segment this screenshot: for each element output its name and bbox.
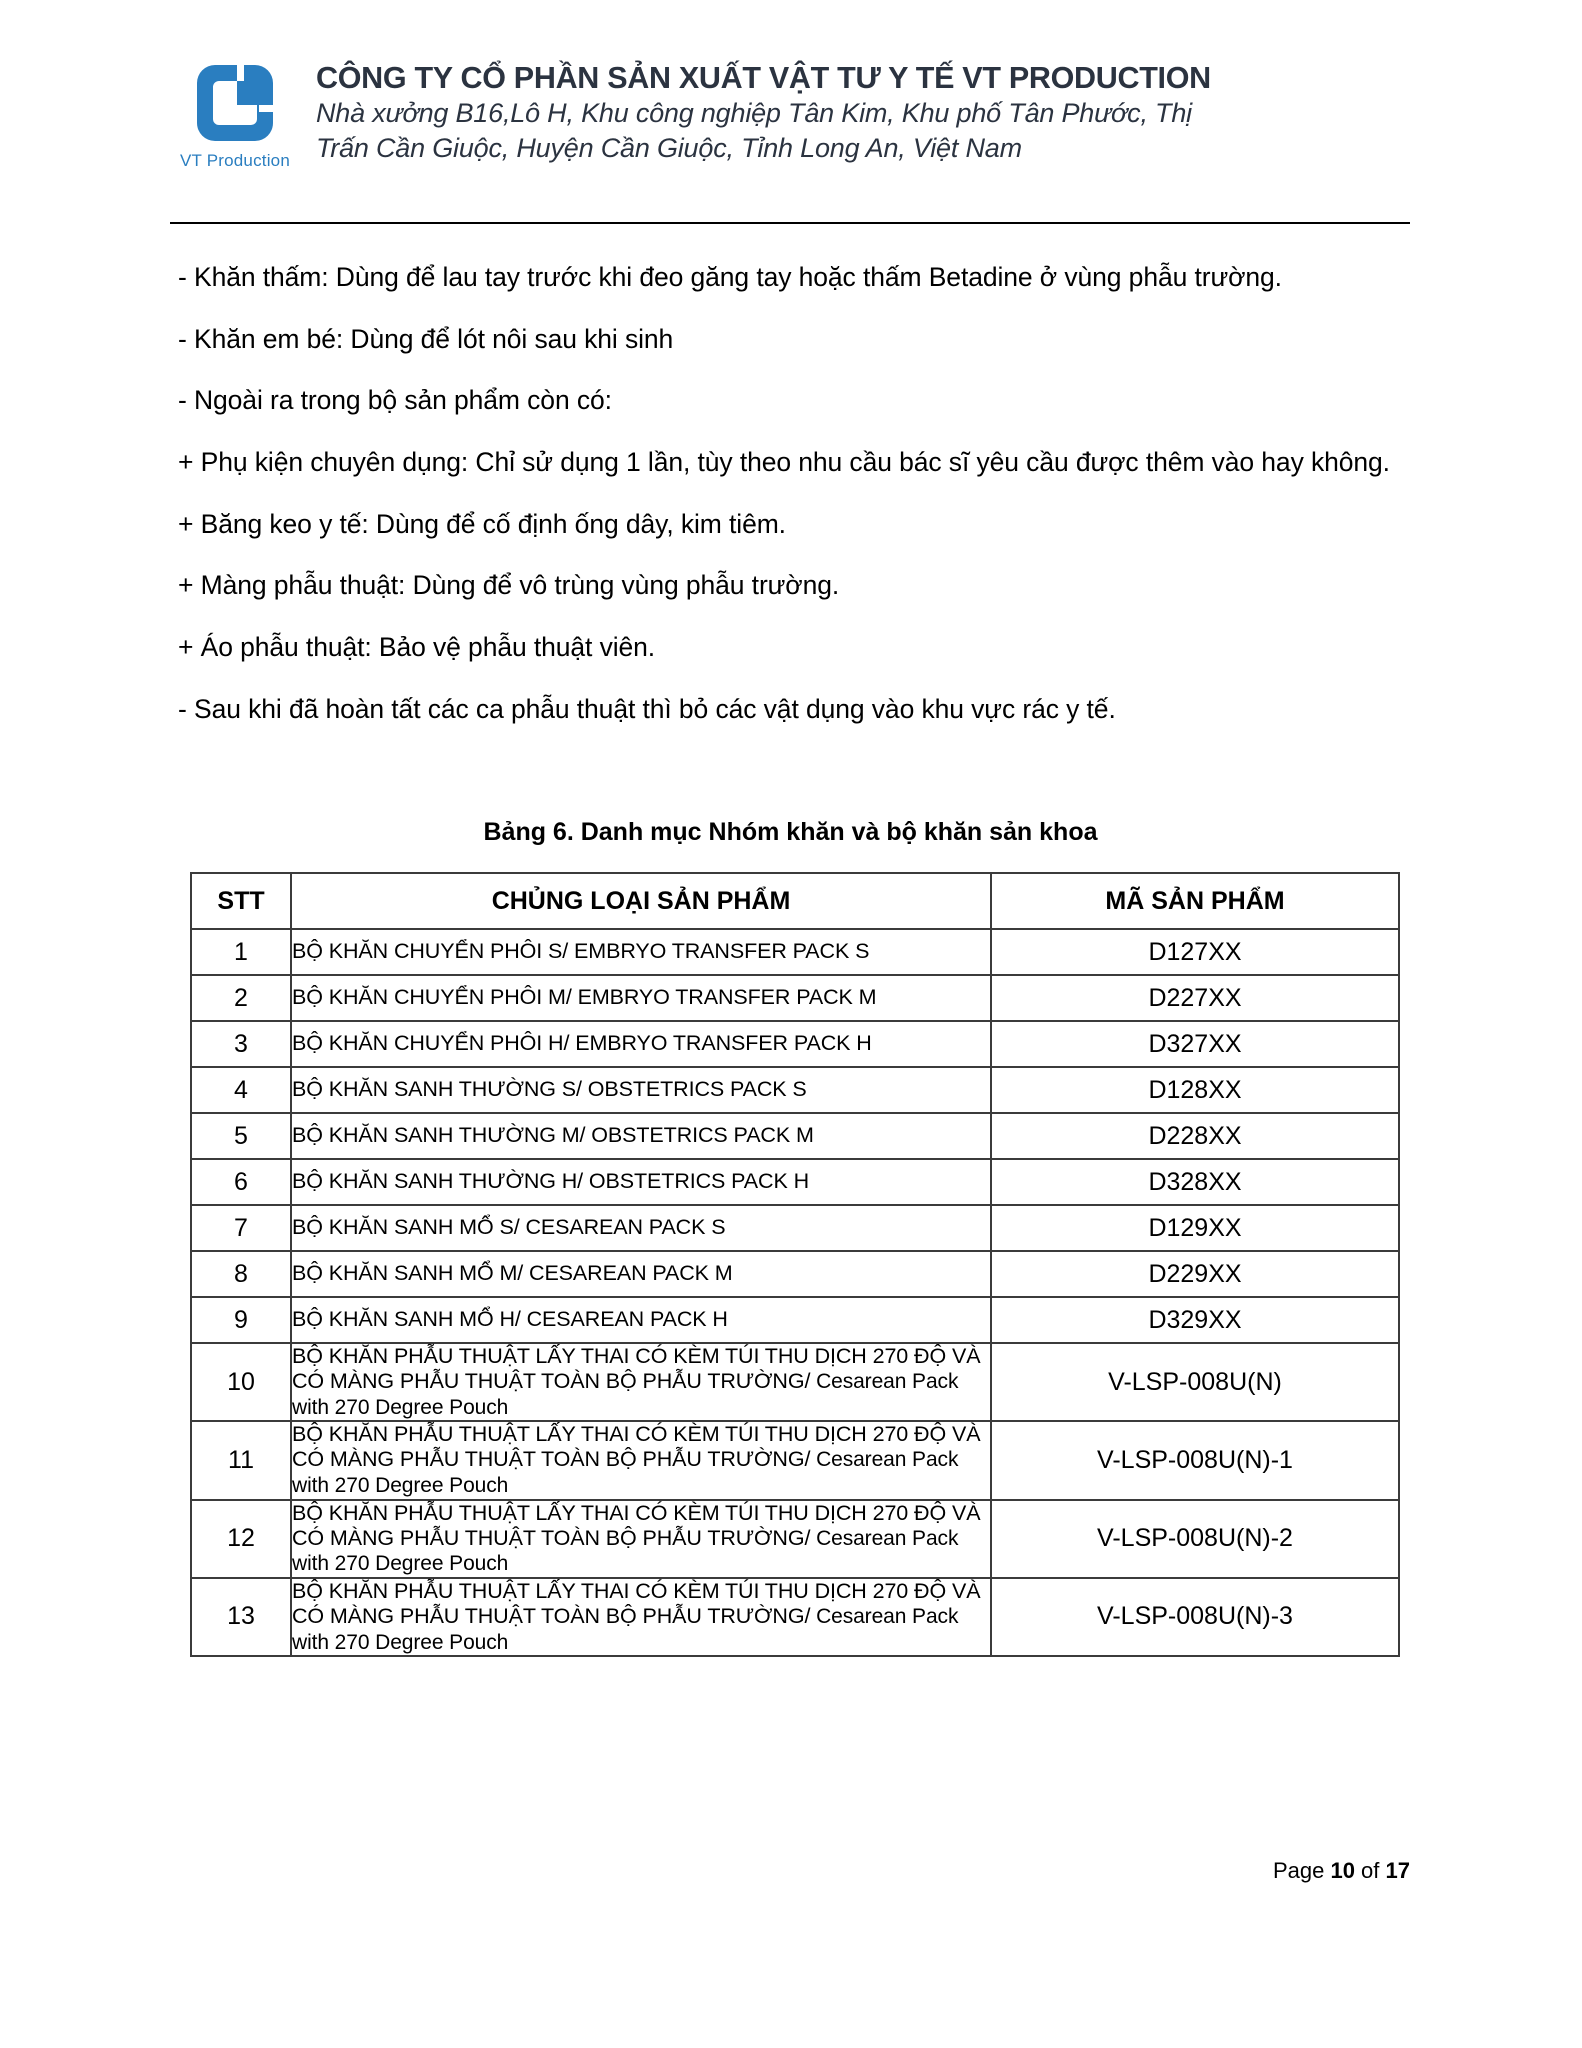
cell-product-type: BỘ KHĂN CHUYỂN PHÔI M/ EMBRYO TRANSFER PACK M [291, 975, 991, 1021]
cell-product-type: BỘ KHĂN SANH MỔ H/ CESAREAN PACK H [291, 1297, 991, 1343]
paragraph: - Khăn em bé: Dùng để lót nôi sau khi sinh [178, 323, 674, 354]
cell-product-type-english: Cesarean Pack with 270 Degree Pouch [292, 1604, 959, 1654]
header-divider [170, 222, 1410, 224]
body-content [178, 258, 1403, 752]
footer-page-prefix: Page [1272, 1858, 1331, 1883]
cell-stt: 12 [191, 1500, 291, 1578]
cell-product-type: BỘ KHĂN PHẪU THUẬT LẤY THAI CÓ KÈM TÚI THU DỊCH 270 ĐỘ VÀ CÓ MÀNG PHẪU THUẬT TOÀN BỘ PHẪU TRƯỜNG/ Cesarean Pack with 270 Degree Pouch [291, 1500, 991, 1578]
cell-stt: 9 [191, 1297, 291, 1343]
cell-product-type: BỘ KHĂN SANH MỔ M/ CESAREAN PACK M [291, 1251, 991, 1297]
table-row [191, 1159, 1399, 1205]
document-header [170, 55, 1410, 171]
cell-product-code: D128XX [991, 1067, 1399, 1113]
cell-product-type: BỘ KHĂN SANH MỔ S/ CESAREAN PACK S [291, 1205, 991, 1251]
paragraph: - Sau khi đã hoàn tất các ca phẫu thuật thì bỏ các vật dụng vào khu vực rác y tế. [178, 693, 1116, 724]
cell-stt: 8 [191, 1251, 291, 1297]
paragraph: - Ngoài ra trong bộ sản phẩm còn có: [178, 385, 612, 416]
table-row [191, 1343, 1399, 1421]
column-header-stt: STT [191, 873, 291, 929]
table-body [191, 929, 1399, 1656]
paragraph: + Phụ kiện chuyên dụng: Chỉ sử dụng 1 lần, tùy theo nhu cầu bác sĩ yêu cầu được thêm vào hay không. [178, 447, 1390, 478]
cell-product-code: D327XX [991, 1021, 1399, 1067]
header-text-block [300, 55, 1410, 165]
cell-stt: 4 [191, 1067, 291, 1113]
cell-product-type: BỘ KHĂN PHẪU THUẬT LẤY THAI CÓ KÈM TÚI THU DỊCH 270 ĐỘ VÀ CÓ MÀNG PHẪU THUẬT TOÀN BỘ PHẪU TRƯỜNG/ Cesarean Pack with 270 Degree Pouch [291, 1421, 991, 1499]
table-row [191, 929, 1399, 975]
cell-product-code: D328XX [991, 1159, 1399, 1205]
cell-product-type: BỘ KHĂN SANH THƯỜNG H/ OBSTETRICS PACK H [291, 1159, 991, 1205]
company-address-line-1: Nhà xưởng B16,Lô H, Khu công nghiệp Tân Kim, Khu phố Tân Phước, Thị [316, 98, 1192, 129]
cell-stt: 5 [191, 1113, 291, 1159]
page-footer [1273, 1858, 1410, 1884]
cell-stt: 13 [191, 1578, 291, 1656]
cell-product-type-english: Cesarean Pack with 270 Degree Pouch [292, 1370, 959, 1419]
cell-product-type-english: Cesarean Pack with 270 Degree Pouch [292, 1448, 959, 1497]
footer-page-mid: of [1354, 1858, 1386, 1883]
cell-stt: 3 [191, 1021, 291, 1067]
cell-stt: 1 [191, 929, 291, 975]
product-table [190, 872, 1400, 1657]
cell-product-code: D127XX [991, 929, 1399, 975]
cell-product-type: BỘ KHĂN PHẪU THUẬT LẤY THAI CÓ KÈM TÚI THU DỊCH 270 ĐỘ VÀ CÓ MÀNG PHẪU THUẬT TOÀN BỘ PHẪU TRƯỜNG/ Cesarean Pack with 270 Degree Pouch [291, 1578, 991, 1656]
cell-product-code: V-LSP-008U(N) [991, 1343, 1399, 1421]
cell-stt: 7 [191, 1205, 291, 1251]
cell-product-code: V-LSP-008U(N)-1 [991, 1421, 1399, 1499]
table-row [191, 1251, 1399, 1297]
footer-page-number: 10 [1330, 1858, 1355, 1883]
cell-product-code: D129XX [991, 1205, 1399, 1251]
company-address-line-2: Trấn Cần Giuộc, Huyện Cần Giuộc, Tỉnh Long An, Việt Nam [316, 133, 1022, 164]
cell-product-type: BỘ KHĂN SANH THƯỜNG M/ OBSTETRICS PACK M [291, 1113, 991, 1159]
table-row [191, 1205, 1399, 1251]
cell-product-code: D329XX [991, 1297, 1399, 1343]
cell-product-type: BỘ KHĂN PHẪU THUẬT LẤY THAI CÓ KÈM TÚI THU DỊCH 270 ĐỘ VÀ CÓ MÀNG PHẪU THUẬT TOÀN BỘ PHẪU TRƯỜNG/ Cesarean Pack with 270 Degree Pouch [291, 1343, 991, 1421]
cell-stt: 11 [191, 1421, 291, 1499]
company-name: CÔNG TY CỔ PHẦN SẢN XUẤT VẬT TƯ Y TẾ VT PRODUCTION [316, 61, 1211, 95]
cell-stt: 10 [191, 1343, 291, 1421]
cell-stt: 2 [191, 975, 291, 1021]
cell-product-type-english: Cesarean Pack with 270 Degree Pouch [292, 1526, 959, 1576]
product-table-wrapper [190, 872, 1398, 1657]
vt-production-logo-icon [193, 61, 277, 145]
table-row [191, 1500, 1399, 1578]
cell-product-type: BỘ KHĂN CHUYỂN PHÔI H/ EMBRYO TRANSFER PACK H [291, 1021, 991, 1067]
table-row [191, 1578, 1399, 1656]
logo-block [170, 55, 300, 171]
cell-product-code: D229XX [991, 1251, 1399, 1297]
table-caption: Bảng 6. Danh mục Nhóm khăn và bộ khăn sản khoa [483, 818, 1098, 846]
column-header-product-type: CHỦNG LOẠI SẢN PHẨM [291, 873, 991, 929]
table-row [191, 975, 1399, 1021]
column-header-product-code: MÃ SẢN PHẨM [991, 873, 1399, 929]
cell-product-code: V-LSP-008U(N)-3 [991, 1578, 1399, 1656]
table-header-row [191, 873, 1399, 929]
paragraph: + Áo phẫu thuật: Bảo vệ phẫu thuật viên. [178, 632, 656, 663]
table-row [191, 1421, 1399, 1499]
table-row [191, 1297, 1399, 1343]
paragraph: + Băng keo y tế: Dùng để cố định ống dây, kim tiêm. [178, 508, 786, 539]
cell-product-type: BỘ KHĂN CHUYỂN PHÔI S/ EMBRYO TRANSFER PACK S [291, 929, 991, 975]
paragraph: - Khăn thấm: Dùng để lau tay trước khi đeo găng tay hoặc thấm Betadine ở vùng phẫu trường. [178, 262, 1282, 292]
table-row [191, 1113, 1399, 1159]
table-row [191, 1021, 1399, 1067]
footer-page-total: 17 [1385, 1858, 1410, 1883]
table-row [191, 1067, 1399, 1113]
cell-product-type: BỘ KHĂN SANH THƯỜNG S/ OBSTETRICS PACK S [291, 1067, 991, 1113]
cell-product-code: D228XX [991, 1113, 1399, 1159]
paragraph: + Màng phẫu thuật: Dùng để vô trùng vùng phẫu trường. [178, 570, 840, 601]
cell-product-code: V-LSP-008U(N)-2 [991, 1500, 1399, 1578]
table-header [191, 873, 1399, 929]
cell-product-code: D227XX [991, 975, 1399, 1021]
logo-wordmark: VT Production [179, 151, 290, 170]
cell-stt: 6 [191, 1159, 291, 1205]
